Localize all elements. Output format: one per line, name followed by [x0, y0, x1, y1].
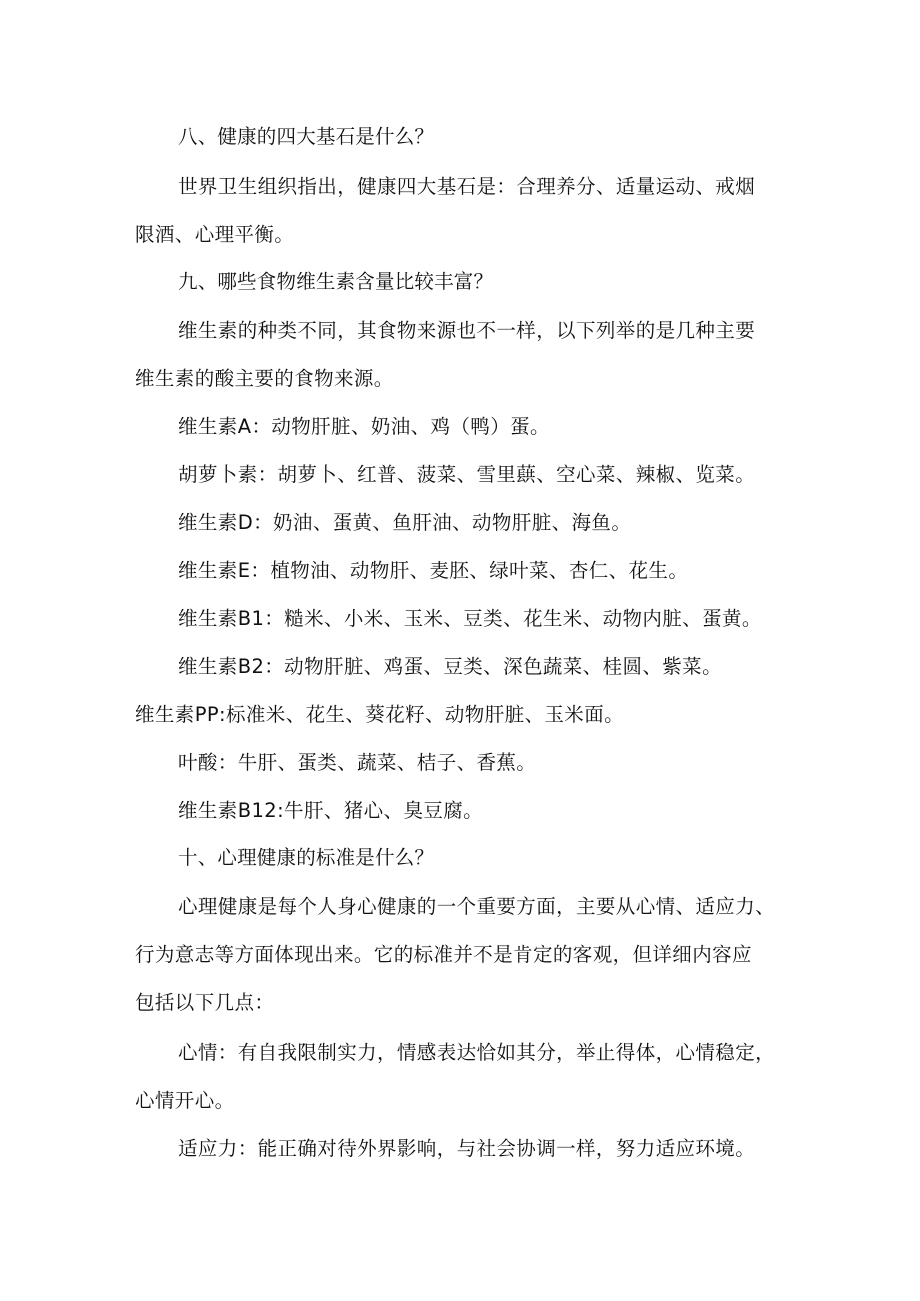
heading-ten: 十、心理健康的标准是什么？ [178, 846, 435, 869]
heading-eight: 八、健康的四大基石是什么？ [178, 125, 435, 148]
vitamin-a-line: 维生素A：动物肝脏、奶油、鸡（鸭）蛋。 [178, 415, 550, 438]
vitamin-b2-line: 维生素B2：动物肝脏、鸡蛋、豆类、深色蔬菜、桂圆、紫菜。 [178, 655, 722, 678]
paragraph-line: 心情开心。 [135, 1089, 235, 1112]
vitamin-b12-line: 维生素B12:牛肝、猪心、臭豆腐。 [178, 799, 484, 822]
carotene-line: 胡萝卜素：胡萝卜、红普、菠菜、雪里蕻、空心菜、辣椒、览菜。 [178, 463, 756, 486]
mood-line: 心情：有自我限制实力，情感表达恰如其分，举止得体，心情稳定， [178, 1041, 776, 1064]
paragraph-line: 心理健康是每个人身心健康的一个重要方面，主要从心情、适应力、 [178, 895, 776, 918]
vitamin-d-line: 维生素D：奶油、蛋黄、鱼肝油、动物肝脏、海鱼。 [178, 511, 632, 534]
paragraph-line: 维生素的酸主要的食物来源。 [135, 367, 394, 390]
paragraph-line: 维生素的种类不同，其食物来源也不一样，以下列举的是几种主要 [178, 319, 756, 342]
paragraph-line: 行为意志等方面体现出来。它的标准并不是肯定的客观，但详细内容应 [135, 943, 752, 966]
heading-nine: 九、哪些食物维生素含量比较丰富？ [178, 270, 494, 293]
adaptability-line: 适应力：能正确对待外界影响，与社会协调一样，努力适应环境。 [178, 1137, 756, 1160]
paragraph-line: 世界卫生组织指出，健康四大基石是：合理养分、适量运动、戒烟 [178, 175, 756, 198]
paragraph-line: 限酒、心理平衡。 [135, 223, 295, 246]
vitamin-pp-line: 维生素PP:标准米、花生、葵花籽、动物肝脏、玉米面。 [135, 703, 624, 726]
paragraph-line: 包括以下几点： [135, 991, 275, 1014]
vitamin-e-line: 维生素E：植物油、动物肝、麦胚、绿叶菜、杏仁、花生。 [178, 559, 689, 582]
folic-acid-line: 叶酸：牛肝、蛋类、蔬菜、桔子、香蕉。 [178, 751, 537, 774]
vitamin-b1-line: 维生素B1：糙米、小米、玉米、豆类、花生米、动物内脏、蛋黄。 [178, 607, 762, 630]
